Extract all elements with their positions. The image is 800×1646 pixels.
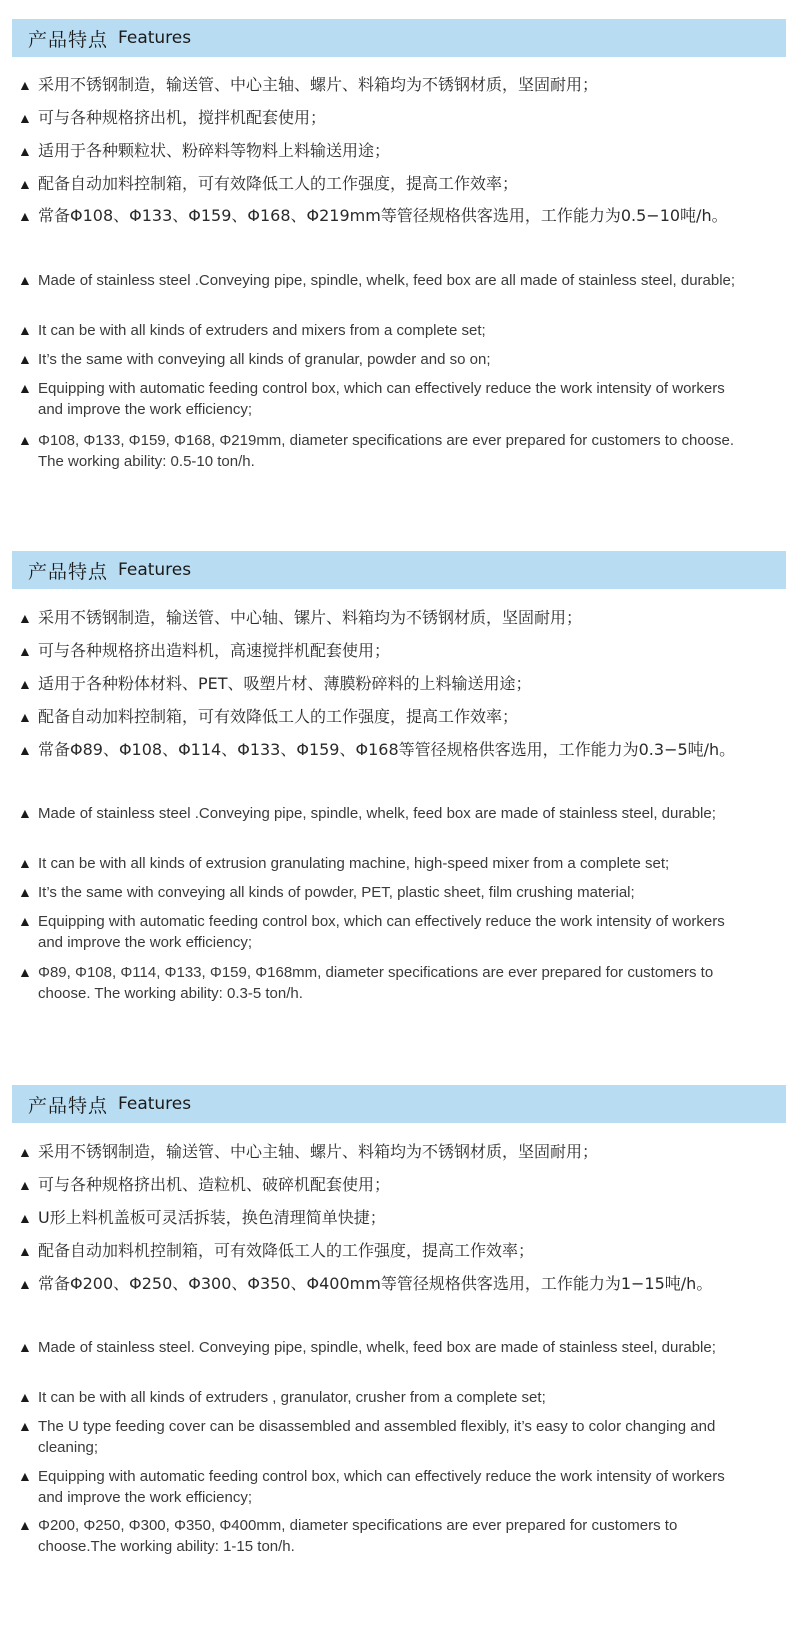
triangle-bullet-icon: ▲ bbox=[18, 380, 32, 396]
triangle-bullet-icon: ▲ bbox=[18, 1177, 32, 1193]
section-header bbox=[12, 551, 786, 589]
feature-text-en: Equipping with automatic feeding control box, which can effectively reduce the work intensity of workers and improve the work efficiency; bbox=[38, 913, 725, 951]
section-header bbox=[12, 1085, 786, 1123]
feature-text-cn: U形上料机盖板可灵活拆装，换色清理简单快捷； bbox=[38, 1208, 386, 1227]
feature-text-cn: 采用不锈钢制造，输送管、中心主轴、螺片、料箱均为不锈钢材质，坚固耐用； bbox=[38, 1142, 599, 1161]
triangle-bullet-icon: ▲ bbox=[18, 1468, 32, 1484]
feature-text-cn: 常备Φ108、Φ133、Φ159、Φ168、Φ219mm等管径规格供客选用，工作能力为0.5−10吨/h。 bbox=[38, 206, 728, 225]
feature-text-en: Equipping with automatic feeding control box, which can effectively reduce the work intensity of workers and improve the work efficiency; bbox=[38, 380, 725, 418]
header-title-cn: 产品特点 bbox=[28, 1094, 109, 1117]
feature-text-cn: 配备自动加料控制箱，可有效降低工人的工作强度，提高工作效率； bbox=[38, 707, 519, 726]
feature-item-en bbox=[18, 853, 778, 874]
header-title-en: Features bbox=[118, 1094, 192, 1114]
triangle-bullet-icon: ▲ bbox=[18, 143, 32, 159]
feature-item-en bbox=[18, 882, 778, 903]
feature-text-cn: 采用不锈钢制造，输送管、中心主轴、螺片、料箱均为不锈钢材质，坚固耐用； bbox=[38, 75, 599, 94]
triangle-bullet-icon: ▲ bbox=[18, 676, 32, 692]
feature-text-en: It can be with all kinds of extruders , granulator, crusher from a complete set; bbox=[38, 1389, 546, 1406]
feature-item-cn bbox=[18, 1238, 778, 1264]
feature-item-cn bbox=[18, 704, 778, 730]
feature-text-en: Φ108, Φ133, Φ159, Φ168, Φ219mm, diameter specifications are ever prepared for customers to choose. The working ability: 0.5-10 ton/h. bbox=[38, 432, 735, 470]
triangle-bullet-icon: ▲ bbox=[18, 110, 32, 126]
feature-text-en: Made of stainless steel .Conveying pipe, spindle, whelk, feed box are made of stainless steel, durable; bbox=[38, 805, 716, 822]
triangle-bullet-icon: ▲ bbox=[18, 742, 32, 758]
feature-text-en: Made of stainless steel .Conveying pipe, spindle, whelk, feed box are all made of stainless steel, durable; bbox=[38, 272, 736, 289]
feature-item-en bbox=[18, 911, 778, 953]
feature-item-en bbox=[18, 378, 778, 420]
feature-item-en bbox=[18, 962, 778, 1004]
triangle-bullet-icon: ▲ bbox=[18, 913, 32, 929]
feature-text-en: It’s the same with conveying all kinds of granular, powder and so on; bbox=[38, 351, 491, 368]
triangle-bullet-icon: ▲ bbox=[18, 1210, 32, 1226]
feature-text-en: It can be with all kinds of extrusion granulating machine, high-speed mixer from a complete set; bbox=[38, 855, 670, 872]
feature-item-en bbox=[18, 1337, 778, 1358]
header-title-cn: 产品特点 bbox=[28, 560, 109, 583]
feature-text-en: It’s the same with conveying all kinds of powder, PET, plastic sheet, film crushing material; bbox=[38, 884, 635, 901]
feature-item-en bbox=[18, 320, 778, 341]
triangle-bullet-icon: ▲ bbox=[18, 432, 32, 448]
triangle-bullet-icon: ▲ bbox=[18, 1144, 32, 1160]
feature-item-cn bbox=[18, 605, 778, 631]
triangle-bullet-icon: ▲ bbox=[18, 77, 32, 93]
feature-text-en: It can be with all kinds of extruders and mixers from a complete set; bbox=[38, 322, 486, 339]
feature-item-cn bbox=[18, 1139, 778, 1165]
feature-text-cn: 可与各种规格挤出造料机，高速搅拌机配套使用； bbox=[38, 641, 391, 660]
triangle-bullet-icon: ▲ bbox=[18, 208, 32, 224]
triangle-bullet-icon: ▲ bbox=[18, 1418, 32, 1434]
triangle-bullet-icon: ▲ bbox=[18, 1243, 32, 1259]
feature-text-cn: 可与各种规格挤出机，搅拌机配套使用； bbox=[38, 108, 327, 127]
feature-item-cn bbox=[18, 1205, 778, 1231]
feature-item-en bbox=[18, 803, 778, 824]
header-title-en: Features bbox=[118, 28, 192, 48]
triangle-bullet-icon: ▲ bbox=[18, 351, 32, 367]
triangle-bullet-icon: ▲ bbox=[18, 805, 32, 821]
triangle-bullet-icon: ▲ bbox=[18, 1517, 32, 1533]
feature-text-cn: 配备自动加料机控制箱，可有效降低工人的工作强度，提高工作效率； bbox=[38, 1241, 535, 1260]
feature-text-cn: 常备Φ89、Φ108、Φ114、Φ133、Φ159、Φ168等管径规格供客选用，工作能力为0.3−5吨/h。 bbox=[38, 740, 736, 759]
feature-text-en: Φ200, Φ250, Φ300, Φ350, Φ400mm, diameter specifications are ever prepared for customers to choose.The working ability: 1-15 ton/h. bbox=[38, 1517, 678, 1555]
feature-item-en bbox=[18, 270, 778, 291]
triangle-bullet-icon: ▲ bbox=[18, 322, 32, 338]
feature-item-cn bbox=[18, 138, 778, 164]
feature-text-cn: 采用不锈钢制造，输送管、中心轴、镙片、料箱均为不锈钢材质，坚固耐用； bbox=[38, 608, 583, 627]
feature-item-cn bbox=[18, 171, 778, 197]
triangle-bullet-icon: ▲ bbox=[18, 610, 32, 626]
feature-item-cn bbox=[18, 72, 778, 98]
feature-text-cn: 配备自动加料控制箱，可有效降低工人的工作强度，提高工作效率； bbox=[38, 174, 519, 193]
header-title-cn: 产品特点 bbox=[28, 28, 109, 51]
feature-item-cn bbox=[18, 203, 778, 229]
feature-text-cn: 可与各种规格挤出机、造粒机、破碎机配套使用； bbox=[38, 1175, 391, 1194]
triangle-bullet-icon: ▲ bbox=[18, 855, 32, 871]
triangle-bullet-icon: ▲ bbox=[18, 884, 32, 900]
section-header bbox=[12, 19, 786, 57]
feature-text-cn: 适用于各种颗粒状、粉碎料等物料上料输送用途； bbox=[38, 141, 391, 160]
feature-item-cn bbox=[18, 671, 778, 697]
feature-item-en bbox=[18, 1515, 778, 1557]
feature-item-cn bbox=[18, 1172, 778, 1198]
feature-text-en: The U type feeding cover can be disassembled and assembled flexibly, it’s easy to color changing and cleaning; bbox=[38, 1418, 716, 1456]
triangle-bullet-icon: ▲ bbox=[18, 709, 32, 725]
feature-item-cn bbox=[18, 737, 778, 763]
feature-text-cn: 常备Φ200、Φ250、Φ300、Φ350、Φ400mm等管径规格供客选用，工作能力为1−15吨/h。 bbox=[38, 1274, 713, 1293]
feature-item-cn bbox=[18, 105, 778, 131]
triangle-bullet-icon: ▲ bbox=[18, 1389, 32, 1405]
triangle-bullet-icon: ▲ bbox=[18, 643, 32, 659]
triangle-bullet-icon: ▲ bbox=[18, 176, 32, 192]
feature-item-cn bbox=[18, 638, 778, 664]
triangle-bullet-icon: ▲ bbox=[18, 964, 32, 980]
feature-text-en: Made of stainless steel. Conveying pipe, spindle, whelk, feed box are made of stainless steel, durable; bbox=[38, 1339, 716, 1356]
feature-item-en bbox=[18, 1387, 778, 1408]
feature-item-cn bbox=[18, 1271, 778, 1297]
feature-item-en bbox=[18, 1416, 778, 1458]
feature-text-en: Equipping with automatic feeding control box, which can effectively reduce the work intensity of workers and improve the work efficiency; bbox=[38, 1468, 725, 1506]
feature-item-en bbox=[18, 430, 778, 472]
triangle-bullet-icon: ▲ bbox=[18, 1339, 32, 1355]
triangle-bullet-icon: ▲ bbox=[18, 272, 32, 288]
feature-text-en: Φ89, Φ108, Φ114, Φ133, Φ159, Φ168mm, diameter specifications are ever prepared for customers to choose. The working ability: 0.3-5 ton/h. bbox=[38, 964, 714, 1002]
header-title-en: Features bbox=[118, 560, 192, 580]
feature-item-en bbox=[18, 349, 778, 370]
triangle-bullet-icon: ▲ bbox=[18, 1276, 32, 1292]
feature-item-en bbox=[18, 1466, 778, 1508]
feature-text-cn: 适用于各种粉体材料、PET、吸塑片材、薄膜粉碎料的上料输送用途； bbox=[38, 674, 532, 693]
